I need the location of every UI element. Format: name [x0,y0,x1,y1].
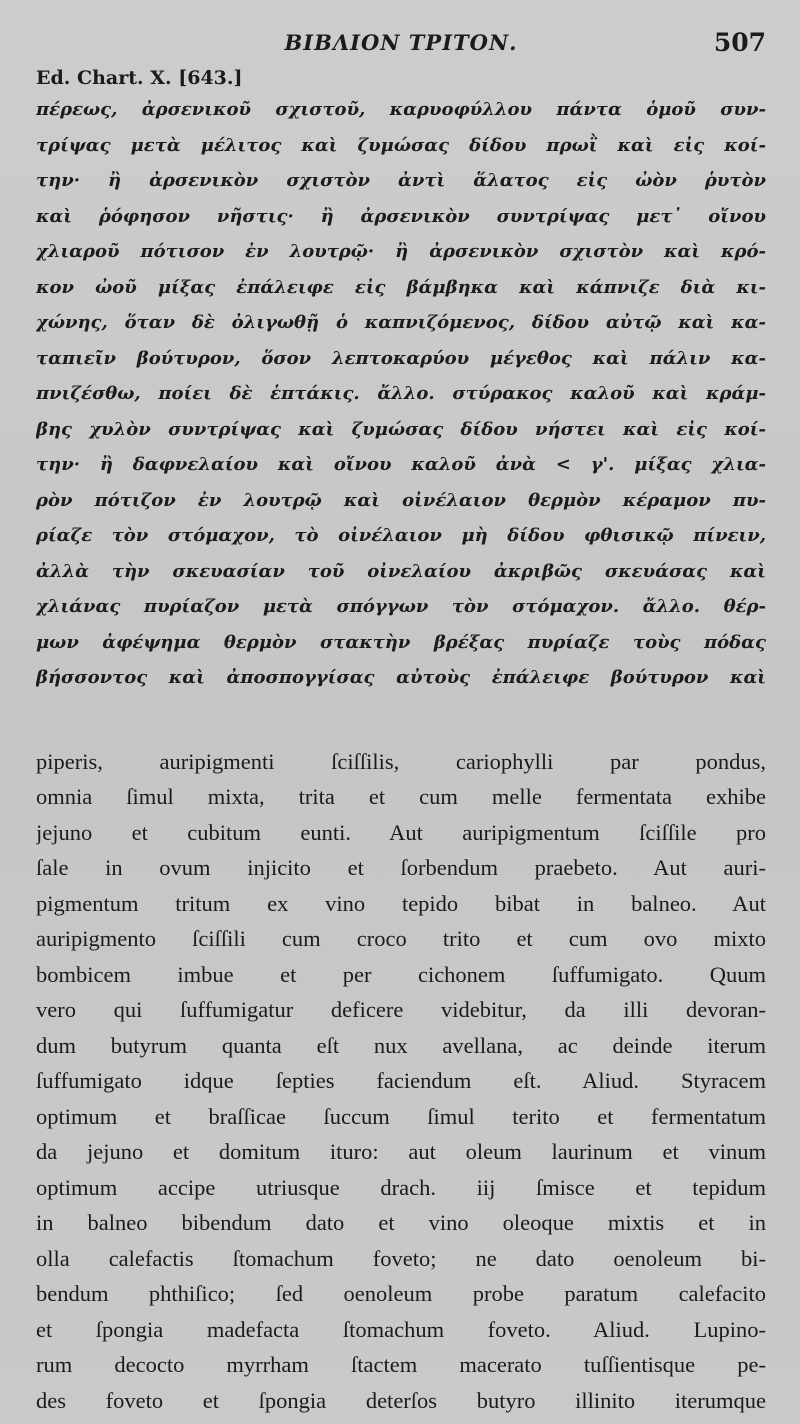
latin-text-line: olla calefactis ſtomachum foveto; ne dato oenoleum bi- [36,1245,766,1271]
latin-text-line: jejuno et cubitum eunti. Aut auripigmentum ſciſſile pro [36,819,766,845]
page-number: 507 [713,28,766,57]
greek-text-line: βης χυλὸν συντρίψας καὶ ζυμώσας δίδου νήστει καὶ εἰς κοί- [36,418,766,440]
latin-text-line: optimum accipe utriusque drach. iij ſmisce et tepidum [36,1174,766,1200]
greek-text-line: βήσσοντος καὶ ἀποσπογγίσας αὐτοὺς ἐπάλειφε βούτυρον καὶ [36,667,766,688]
running-title: BIBΛΙΟΝ ΤΡΙΤΟΝ. [284,30,518,55]
greek-text-line: κον ὠοῦ μίξας ἐπάλειφε εἰς βάμβηκα καὶ κάπνιζε διὰ κι- [36,276,766,298]
latin-text-block [36,744,766,1419]
page-header [36,0,766,56]
greek-text-line: χλιάνας πυρίαζον μετὰ σπόγγων τὸν στόμαχον. ἄλλο. θέρ- [36,596,766,617]
edition-reference: Ed. Chart. X. [643.] [36,67,243,89]
latin-text-line: et ſpongia madefacta ſtomachum foveto. Aliud. Lupino- [36,1316,766,1342]
latin-text-line: bendum phthiſico; ſed oenoleum probe paratum calefacito [36,1281,766,1306]
latin-text-line: bombicem imbue et per cichonem ſuffumigato. Quum [36,961,766,987]
greek-text-line: πέρεως, ἀρσενικοῦ σχιστοῦ, καρυοφύλλου πάντα ὁμοῦ συν- [36,99,766,120]
latin-text-line: vero qui ſuffumigatur deficere videbitur, da illi devoran- [36,997,766,1022]
latin-text-line: in balneo bibendum dato et vino oleoque mixtis et in [36,1210,766,1235]
latin-text-line: optimum et braſſicae ſuccum ſimul terito et fermentatum [36,1103,766,1129]
greek-text-line: ταπιεῖν βούτυρον, ὅσον λεπτοκαρύου μέγεθος καὶ πάλιν κα- [36,347,766,369]
latin-text-line: piperis, auripigmenti ſciſſilis, cariophylli par pondus, [36,748,766,774]
greek-text-line: τρίψας μετὰ μέλιτος καὶ ζυμώσας δίδου πρωῒ καὶ εἰς κοί- [36,134,766,156]
latin-text-line: rum decocto myrrham ſtactem macerato tuſſientisque pe- [36,1352,766,1377]
greek-text-line: χλιαροῦ πότισον ἐν λουτρῷ· ἢ ἀρσενικὸν σχιστὸν καὶ κρό- [36,241,766,262]
greek-text-line: πνιζέσθω, ποίει δὲ ἑπτάκις. ἄλλο. στύρακος καλοῦ καὶ κράμ- [36,383,766,404]
latin-text-line: ſale in ovum injicito et ſorbendum praebeto. Aut auri- [36,855,766,880]
latin-text-line: auripigmento ſciſſili cum croco trito et cum ovo mixto [36,926,766,951]
greek-text-line: ρὸν πότιζον ἐν λουτρῷ καὶ οἰνέλαιον θερμὸν κέραμον πυ- [36,489,766,511]
greek-text-line: καὶ ῥόφησον νῆστις· ἢ ἀρσενικὸν συντρίψας μετ᾽ οἴνου [36,205,766,227]
greek-text-line: την· ἢ ἀρσενικὸν σχιστὸν ἀντὶ ἅλατος εἰς ὠὸν ῥυτὸν [36,170,766,191]
greek-text-line: μων ἀφέψημα θερμὸν στακτὴν βρέξας πυρίαζε τοὺς πόδας [36,631,766,653]
latin-text-line: omnia ſimul mixta, trita et cum melle fermentata exhibe [36,784,766,809]
greek-text-line: ἀλλὰ τὴν σκευασίαν τοῦ οἰνελαίου ἀκριβῶς σκευάσας καὶ [36,560,766,582]
latin-text-line: des foveto et ſpongia deterſos butyro illinito iterumque [36,1387,766,1413]
latin-text-line: da jejuno et domitum ituro: aut oleum laurinum et vinum [36,1139,766,1164]
greek-text-line: ρίαζε τὸν στόμαχον, τὸ οἰνέλαιον μὴ δίδου φθισικῷ πίνειν, [36,525,766,546]
latin-text-line: dum butyrum quanta eſt nux avellana, ac deinde iterum [36,1032,766,1058]
latin-text-line: ſuffumigato idque ſepties faciendum eſt. Aliud. Styracem [36,1068,766,1093]
greek-text-line: την· ἢ δαφνελαίου καὶ οἴνου καλοῦ ἀνὰ < γ'. μίξας χλια- [36,454,766,475]
latin-text-line: pigmentum tritum ex vino tepido bibat in balneo. Aut [36,890,766,916]
greek-text-block [36,92,766,696]
greek-text-line: χώνης, ὅταν δὲ ὀλιγωθῇ ὁ καπνιζόμενος, δίδου αὐτῷ καὶ κα- [36,312,766,333]
